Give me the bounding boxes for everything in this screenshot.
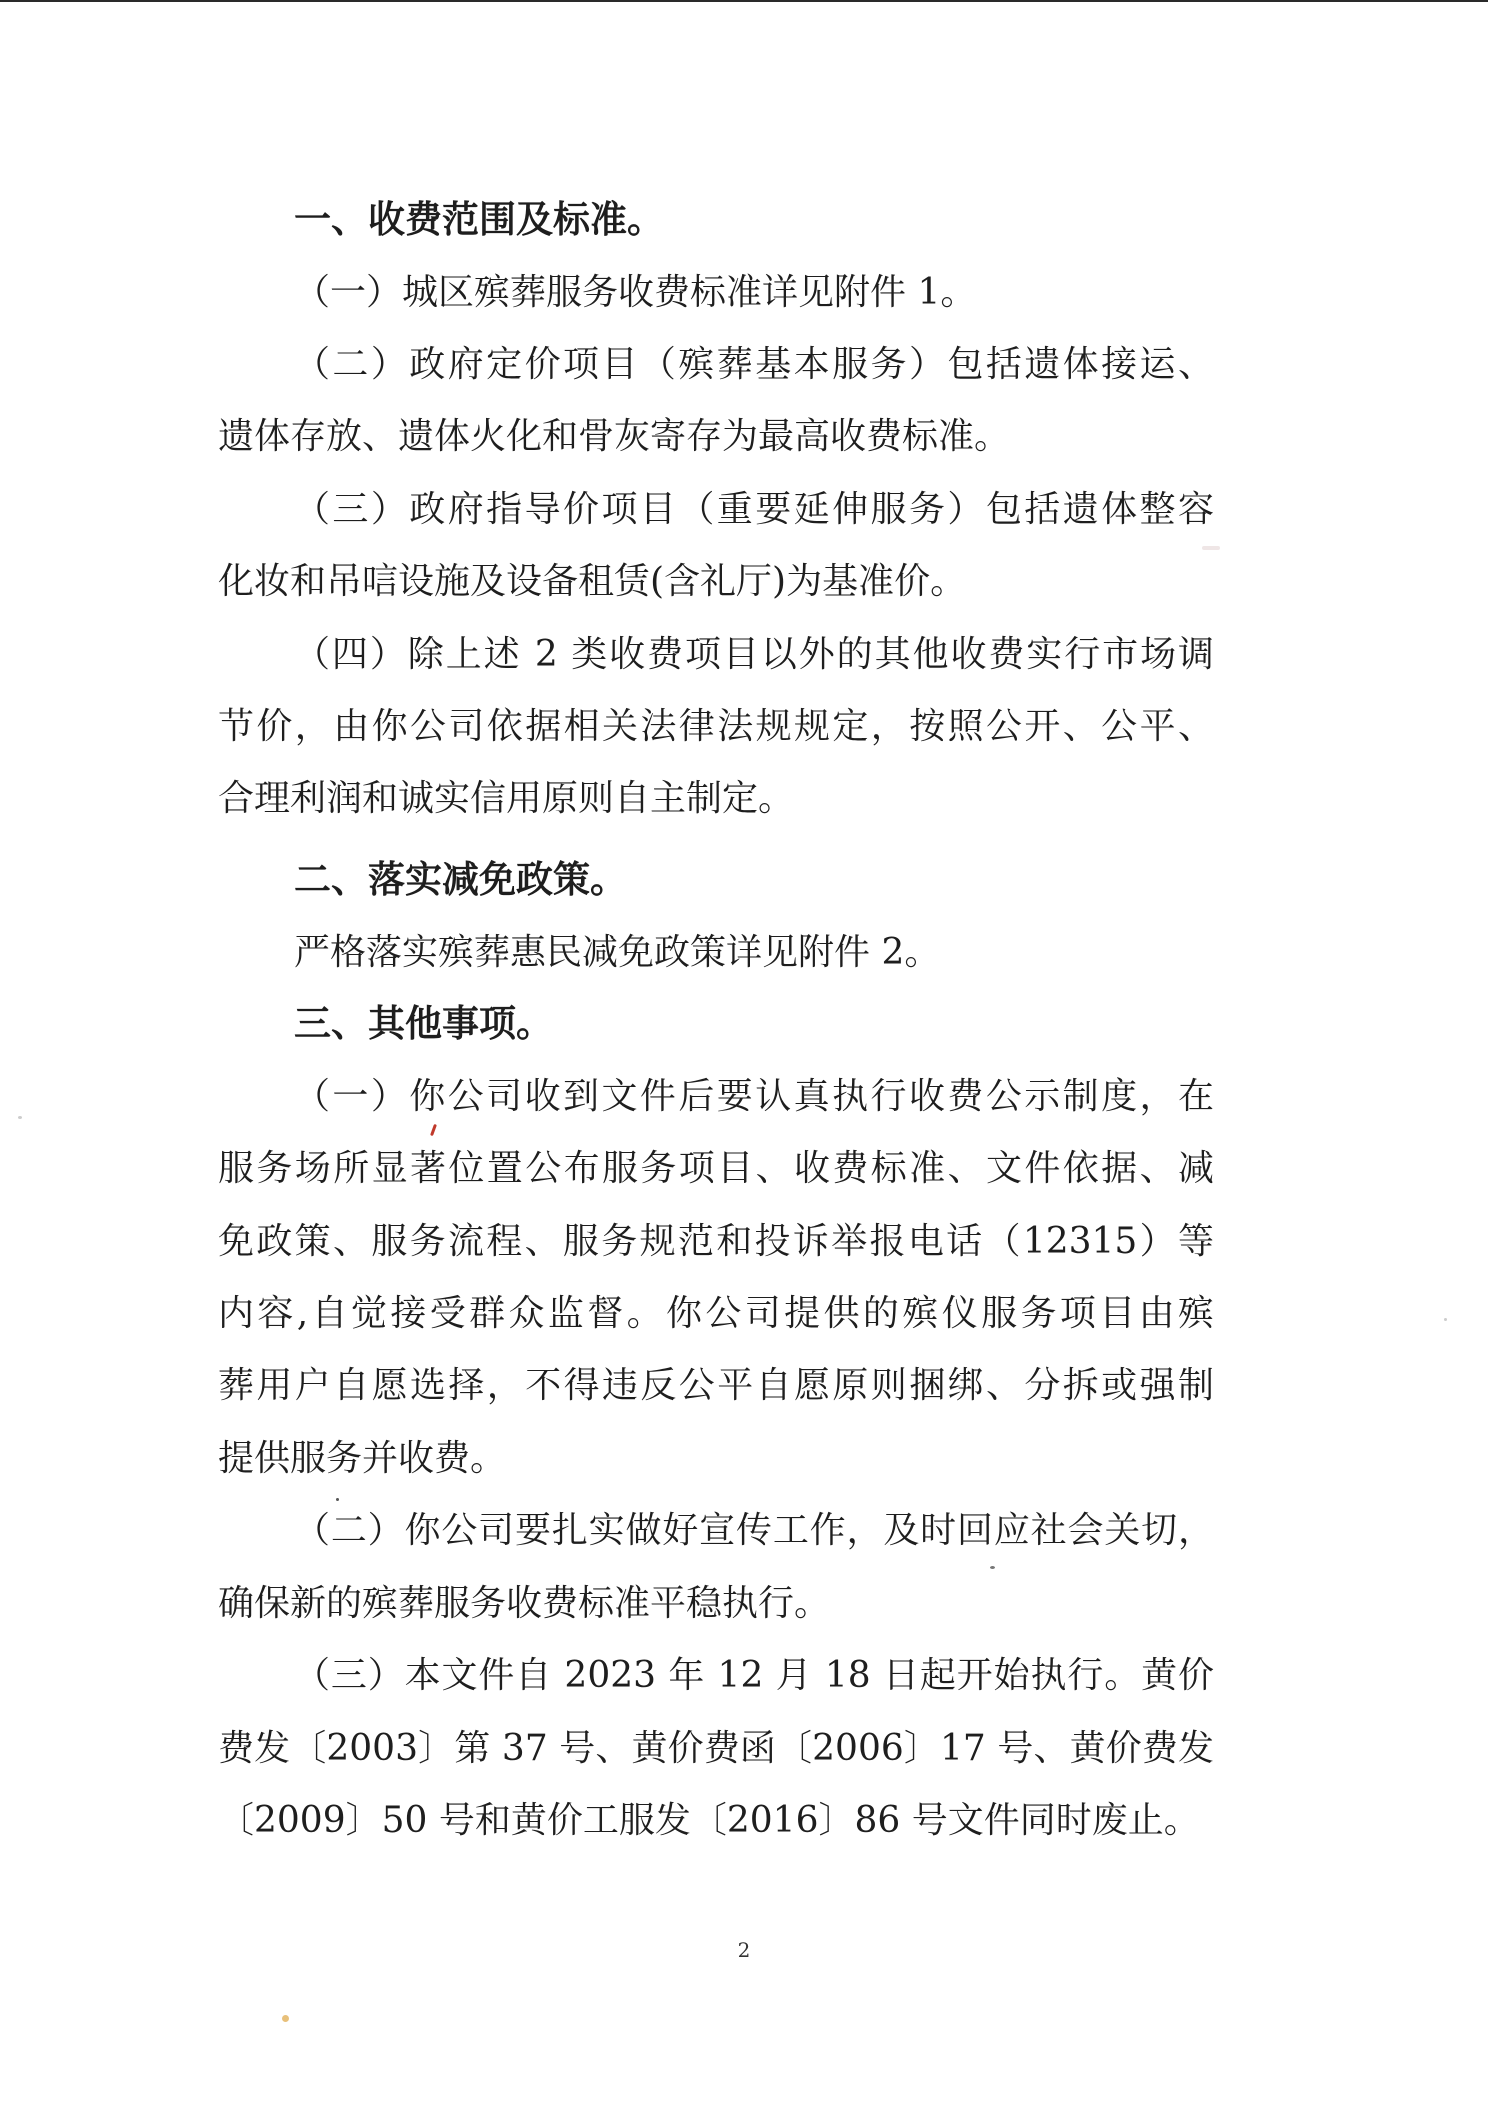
section-heading-reduction-policy: 二、落实减免政策。: [294, 858, 627, 901]
paragraph-line: 服务场所显著位置公布服务项目、收费标准、文件依据、减: [218, 1148, 1214, 1189]
section-heading-other-matters: 三、其他事项。: [294, 1002, 553, 1045]
paragraph-line: （三）本文件自 2023 年 12 月 18 日起开始执行。黄价: [294, 1655, 1214, 1696]
paragraph-line: 葬用户自愿选择，不得违反公平自愿原则捆绑、分拆或强制: [218, 1365, 1214, 1406]
scan-speck: [282, 2015, 289, 2022]
paragraph-line: 免政策、服务流程、服务规范和投诉举报电话（12315）等: [218, 1221, 1214, 1262]
paragraph-line: 严格落实殡葬惠民减免政策详见附件 2。: [294, 932, 941, 973]
scan-speck: [430, 1124, 437, 1136]
paragraph-line: 合理利润和诚实信用原则自主制定。: [218, 778, 795, 819]
scan-speck: [18, 1116, 22, 1119]
paragraph-line: 费发〔2003〕第 37 号、黄价费函〔2006〕17 号、黄价费发: [218, 1728, 1214, 1769]
paragraph-line: 〔2009〕50 号和黄价工服发〔2016〕86 号文件同时废止。: [218, 1800, 1200, 1841]
paragraph-line: （四）除上述 2 类收费项目以外的其他收费实行市场调: [294, 634, 1214, 675]
scan-speck: [1202, 546, 1220, 550]
paragraph-line: （二）政府定价项目（殡葬基本服务）包括遗体接运、: [294, 344, 1214, 385]
paragraph-line: 化妆和吊唁设施及设备租赁(含礼厅)为基准价。: [218, 561, 967, 602]
section-heading-fee-scope: 一、收费范围及标准。: [294, 198, 664, 241]
paragraph-line: （三）政府指导价项目（重要延伸服务）包括遗体整容: [294, 489, 1214, 530]
paragraph-line: 确保新的殡葬服务收费标准平稳执行。: [218, 1583, 831, 1624]
scan-speck: [336, 1498, 339, 1501]
paragraph-line: （二）你公司要扎实做好宣传工作，及时回应社会关切，: [294, 1510, 1214, 1551]
paragraph-line: 节价，由你公司依据相关法律法规规定，按照公开、公平、: [218, 706, 1214, 747]
paragraph-line: 遗体存放、遗体火化和骨灰寄存为最高收费标准。: [218, 416, 1011, 457]
page-number: 2: [737, 1938, 751, 1962]
paragraph-line: 内容,自觉接受群众监督。你公司提供的殡仪服务项目由殡: [218, 1293, 1214, 1334]
paragraph-line: （一）你公司收到文件后要认真执行收费公示制度，在: [294, 1076, 1214, 1117]
scan-speck: [1444, 1318, 1447, 1321]
paragraph-line: 提供服务并收费。: [218, 1438, 507, 1479]
paragraph-line: （一）城区殡葬服务收费标准详见附件 1。: [294, 272, 977, 313]
scan-speck: [990, 1566, 995, 1569]
